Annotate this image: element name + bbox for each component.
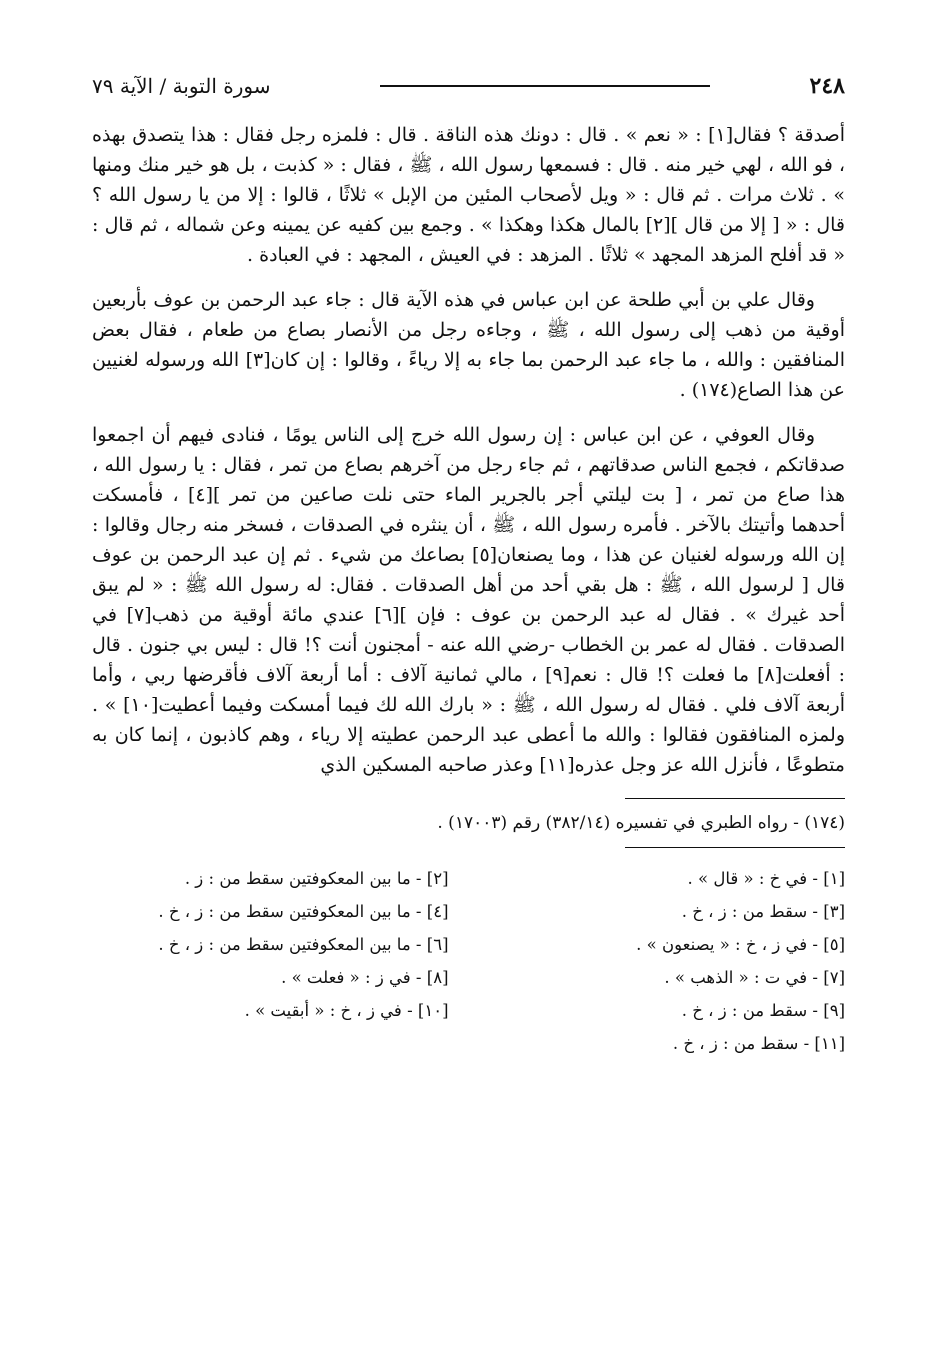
footnote: [١١] - سقط من : ز ، خ . [672, 1034, 845, 1053]
footnote: [٩] - سقط من : ز ، خ . [681, 1001, 845, 1020]
paragraph-2: وقال علي بن أبي طلحة عن ابن عباس في هذه الآية قال : جاء عبد الرحمن بن عوف بأربعين أوقية من ذهب إلى رسول الله ، ﷺ ، وجاءه رجل من الأنصار بصاع من طعام ، فقال بعض المنافقين : والله ، ما جاء عبد الرحمن بما جاء به إلا رياءً ، وقالوا : إن كان[٣] الله ورسوله لغنيين عن هذا الصاع(١٧٤) . [92, 289, 845, 401]
footnote: [٧] - في ت : « الذهب » . [664, 968, 845, 987]
footnote: [٥] - في ز ، خ : « يصنعون » . [636, 935, 845, 954]
page-number: ٢٤٨ [809, 73, 845, 99]
notes-divider [625, 798, 845, 799]
footnotes-divider [625, 847, 845, 848]
footnote: [٦] - ما بين المعكوفتين سقط من : ز ، خ . [158, 935, 449, 954]
running-title: سورة التوبة / الآية ٧٩ [92, 74, 271, 98]
takhrij-note: (١٧٤) - رواه الطبري في تفسيره (٣٨٢/١٤) رقم (١٧٠٠٣) . [437, 813, 845, 833]
footnote: [٤] - ما بين المعكوفتين سقط من : ز ، خ . [158, 902, 449, 921]
paragraph-1: أصدقة ؟ فقال[١] : « نعم » . قال : دونك هذه الناقة . قال : فلمزه رجل فقال : هذا يتصدق بهذه ، فو الله ، لهي خير منه . قال : فسمعها رسول الله ، ﷺ ، فقال : « كذبت ، بل هو خير منك ومنها » . ثلاث مرات . ثم قال : « ويل لأصحاب المئين من الإبل » ثلاثًا ، قالوا : إلا من يا رسول الله ؟ قال : « [ إلا من قال ][٢] بالمال هكذا وهكذا » . وجمع بين كفيه عن يمينه وعن شماله ، ثم قال : « قد أفلح المزهد المجهد » ثلاثًا . المزهد : في العيش ، المجهد : في العبادة . [92, 124, 846, 266]
paragraph-3: وقال العوفي ، عن ابن عباس : إن رسول الله خرج إلى الناس يومًا ، فنادى فيهم أن اجمعوا صدقاتكم ، فجمع الناس صدقاتهم ، ثم جاء رجل من آخرهم بصاع من تمر ، فقال : يا رسول الله ، هذا صاع من تمر ، [ بت ليلتي أجر بالجرير الماء حتى نلت صاعين من تمر ][٤] ، فأمسكت أحدهما وأتيتك بالآخر . فأمره رسول الله ، ﷺ ، أن ينثره في الصدقات ، فسخر منه رجال وقالوا : إن الله ورسوله لغنيان عن هذا ، وما يصنعان[٥] بصاعك من شيء . ثم إن عبد الرحمن بن عوف قال [ لرسول الله ، ﷺ : هل بقي أحد من أهل الصدقات . فقال: له رسول الله ﷺ : « لم يبق أحد غيرك » . فقال له عبد الرحمن بن عوف : فإن ][٦] عندي مائة أوقية من ذهب[٧] في الصدقات . فقال له عمر بن الخطاب -رضي الله عنه - أمجنون أنت ؟! قال : ليس بي جنون . قال : أفعلت[٨] ما فعلت ؟! قال : نعم[٩] ، مالي ثمانية آلاف : أما أربعة آلاف فأقرضها ربي ، وأما أربعة آلاف فلي . فقال له رسول الله ، ﷺ : « بارك الله لك فيما أمسكت وفيما أعطيت[١٠] » . ولمزه المنافقون فقالوا : والله ما أعطى عبد الرحمن عطيته إلا رياء ، وهم كاذبون ، إنما كان به متطوعًا ، فأنزل الله عز وجل عذره[١١] وعذر صاحبه المسكين الذي [92, 424, 846, 776]
footnote: [٣] - سقط من : ز ، خ . [681, 902, 845, 921]
footnotes [92, 862, 845, 1060]
footnote: [٢] - ما بين المعكوفتين سقط من : ز . [184, 869, 449, 888]
footnote: [١] - في خ : « قال » . [687, 869, 845, 888]
footnote: [١٠] - في ز ، خ : « أبقيت » . [244, 1001, 449, 1020]
footnote: [٨] - في ز : « فعلت » . [281, 968, 449, 987]
main-text [92, 120, 845, 780]
header-rule [380, 85, 710, 87]
page-header [92, 66, 845, 106]
